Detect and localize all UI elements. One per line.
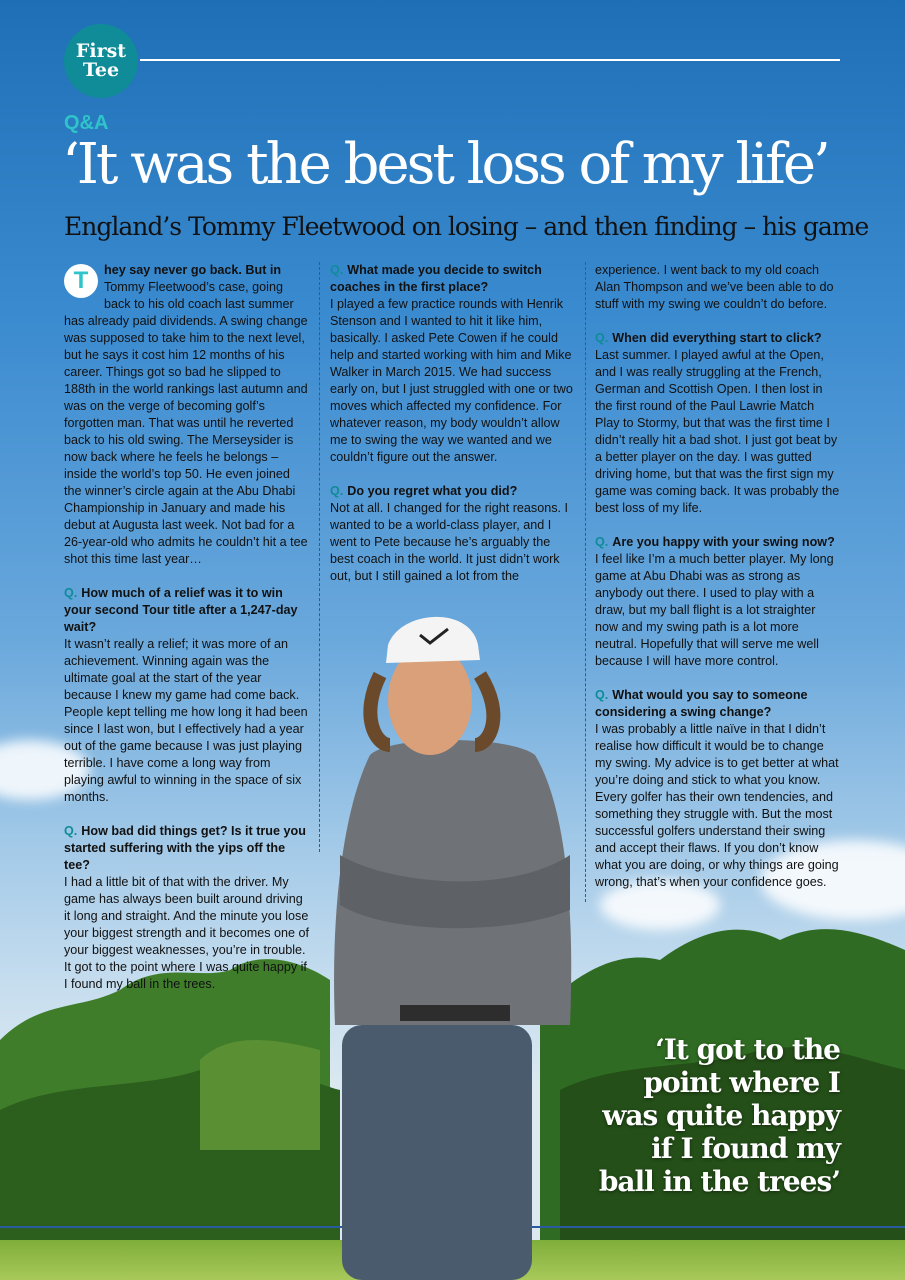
pull-quote-line: was quite happy (602, 1099, 840, 1132)
answer-continued: experience. I went back to my old coach Alan Thompson and we’ve been able to do stuff with my swing we couldn’t do before. (595, 263, 834, 311)
column-1 (64, 262, 310, 1010)
answer: Not at all. I changed for the right reasons. I wanted to be a world-class player, and I went to Pete because he’s arguably the best coach in the world. It just didn’t work out, but I still gained a lot from the (330, 501, 569, 583)
column-2 (330, 262, 576, 602)
header-rule (140, 59, 840, 61)
intro-paragraph (64, 262, 310, 568)
qa-item (330, 483, 576, 585)
answer: I was probably a little naïve in that I didn’t realise how difficult it would be to change my swing. My advice is to get better at what you’re doing and stick to what you know. Every golfer has their own tendencies, and something they struggle with. But the most successful golfers understand their swing and accept their flaws. If you don’t know what you are doing, or why things are going wrong, that’s when your confidence goes. (595, 722, 839, 889)
question: Do you regret what you did? (347, 484, 518, 498)
column-divider (319, 262, 320, 852)
qa-item (595, 534, 841, 670)
qa-item (330, 262, 576, 466)
first-tee-badge (64, 24, 138, 98)
qa-item (595, 687, 841, 891)
drop-cap: T (64, 264, 98, 298)
question: When did everything start to click? (612, 331, 822, 345)
badge-line1: First (75, 40, 127, 62)
q-marker: Q. (595, 535, 609, 549)
headline: ‘It was the best loss of my life’ (62, 132, 828, 197)
column-divider (585, 262, 586, 902)
question: How bad did things get? Is it true you started suffering with the yips off the tee? (64, 824, 306, 872)
q-marker: Q. (64, 586, 78, 600)
q-marker: Q. (64, 824, 78, 838)
q-marker: Q. (330, 263, 344, 277)
column-3 (595, 262, 841, 908)
pull-quote-line: point where I (643, 1066, 840, 1099)
answer: Last summer. I played awful at the Open, and I was really struggling at the French, German and Scottish Open. I then lost in the first round of the Paul Lawrie Match Play to Stormy, but that was the first time I didn’t really hit a bad shot. I just got beat by a better player on the day. I was gutted driving home, but that was the first sign my game was coming back. It was probably the best loss of my life. (595, 348, 840, 515)
q-marker: Q. (595, 331, 609, 345)
badge-line2: Tee (82, 59, 120, 81)
intro-lead: hey say never go back. But in (104, 263, 282, 277)
pull-quote (560, 1033, 840, 1198)
q-marker: Q. (330, 484, 344, 498)
qa-item (64, 585, 310, 806)
answer: I had a little bit of that with the driver. My game has always been built around driving it long and straight. And the minute you lose your biggest strength and it becomes one of your biggest weaknesses, you’re in trouble. It got to the point where I was quite happy if I found my ball in the trees. (64, 875, 310, 991)
answer: I feel like I’m a much better player. My long game at Abu Dhabi was as strong as anybody out there. I used to play with a draw, but my ball flight is a lot straighter now and my swing path is a lot more neutral. Hopefully that will serve me well because I will have more control. (595, 552, 834, 668)
pull-quote-line: ‘It got to the (655, 1033, 840, 1066)
question: Are you happy with your swing now? (612, 535, 835, 549)
intro-body: Tommy Fleetwood’s case, going back to his old coach last summer has already paid dividends. A swing change was supposed to take him to the next level, but he says it cost him 12 months of his career. Things got so bad he slipped to 188th in the world rankings last autumn and was on the verge of becoming golf’s forgotten man. That was until he reverted back to his old swing. The Merseysider is now back where he feels he belongs – inside the world’s top 50. He even joined the winner’s circle again at the Abu Dhabi Championship in January and made his debut at Augusta last week. Not bad for a 26-year-old who admits he couldn’t hit a tee shot this time last year… (64, 280, 308, 566)
standfirst: England’s Tommy Fleetwood on losing – and then finding – his game (64, 212, 869, 241)
section-label: Q&A (64, 112, 109, 134)
pull-quote-line: ball in the trees’ (598, 1165, 840, 1198)
answer: It wasn’t really a relief; it was more of an achievement. Winning again was the ultimate goal at the start of the year because I knew my game had come back. People kept telling me how long it had been since I last won, but I effectively had a year out of the game because I was just playing terrible. I have come a long way from playing awful to winning in the space of six months. (64, 637, 308, 804)
pull-quote-line: if I found my (651, 1132, 840, 1165)
qa-item (595, 330, 841, 517)
q-marker: Q. (595, 688, 609, 702)
question: What would you say to someone considering a swing change? (595, 688, 808, 719)
answer: I played a few practice rounds with Henrik Stenson and I wanted to hit it like him, basically. I asked Pete Cowen if he could help and started working with him and Mike Walker in March 2015. We had success early on, but I just struggled with one or two moves which affected my confidence. For whatever reason, my body wouldn’t allow me to swing the way we wanted and we couldn’t figure out the answer. (330, 297, 573, 464)
question: How much of a relief was it to win your second Tour title after a 1,247-day wait? (64, 586, 298, 634)
player-photo (330, 605, 575, 1280)
qa-item (64, 823, 310, 993)
question: What made you decide to switch coaches in the first place? (330, 263, 542, 294)
